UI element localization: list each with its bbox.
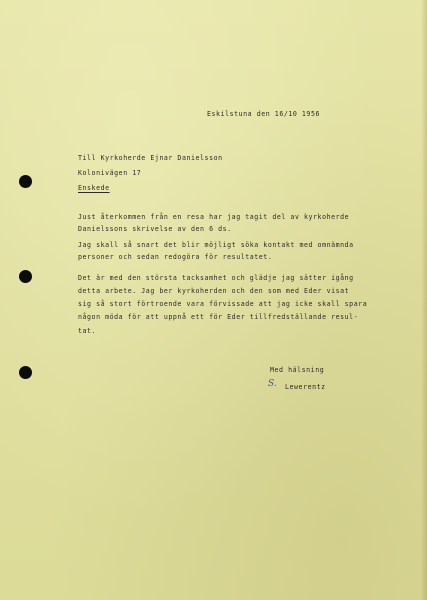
- paper-edge-shadow: [421, 0, 427, 600]
- paragraph-3-line-2: detta arbete. Jag ber kyrkoherden och den som med Eder visat: [78, 287, 350, 295]
- closing-greeting: Med hälsning: [270, 366, 325, 374]
- paragraph-3-line-4: någon möda för att uppnå ett för Eder tillfredställande resul-: [78, 313, 359, 321]
- recipient-address: Kolonivägen 17: [78, 169, 142, 177]
- paragraph-2-line-1: Jag skall så snart det blir möjligt söka kontakt med omnämnda: [78, 241, 354, 249]
- dateline: Eskilstuna den 16/10 1956: [207, 110, 320, 118]
- signature-initial: S.: [268, 379, 277, 389]
- punch-hole-top: [19, 175, 32, 188]
- punch-hole-lower: [19, 366, 32, 379]
- recipient-name: Till Kyrkoherde Ejnar Danielsson: [78, 154, 223, 162]
- paragraph-1-line-2: Danielssons skrivelse av den 6 ds.: [78, 225, 232, 233]
- punch-hole-middle: [19, 270, 32, 283]
- paragraph-3-line-5: tat.: [78, 327, 97, 335]
- paragraph-1-line-1: Just återkommen från en resa har jag tagit del av kyrkoherde: [78, 213, 350, 221]
- paragraph-3-line-1: Det är med den största tacksamhet och glädje jag sätter igång: [78, 274, 354, 282]
- signature-name: Lewerentz: [285, 383, 326, 391]
- paragraph-3-line-3: sig så stort förtroende vara förvissade att jag icke skall spara: [78, 300, 368, 308]
- recipient-city: Enskede: [78, 184, 110, 192]
- paragraph-2-line-2: personer och sedan redogöra för resultatet.: [78, 253, 273, 261]
